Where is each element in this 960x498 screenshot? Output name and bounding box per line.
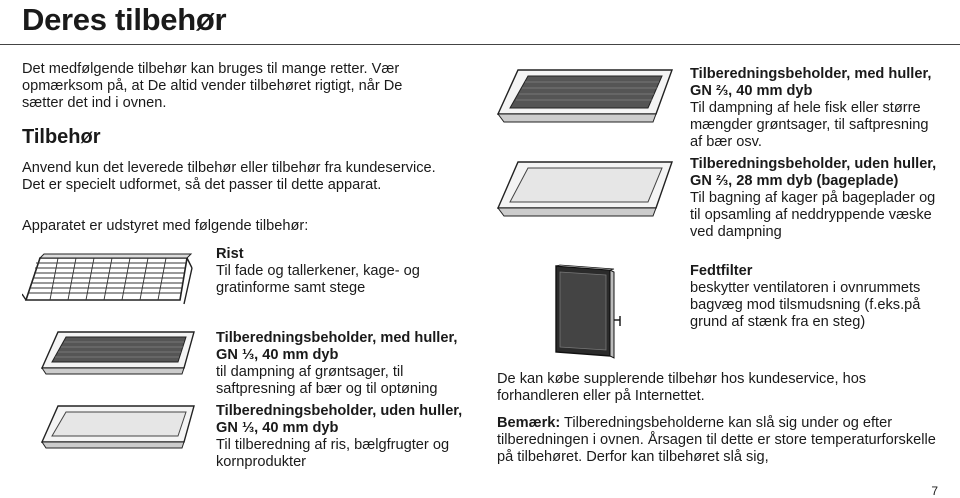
solid-pan-small-illustration — [38, 404, 198, 452]
note-paragraph — [497, 415, 937, 466]
equipment-intro: Apparatet er udstyret med følgende tilbehør: — [22, 218, 309, 234]
rack-illustration — [22, 248, 197, 310]
accessory-description: Til tilberedning af ris, bælgfrugter og kornprodukter — [216, 437, 450, 470]
accessory-description: til dampning af grøntsager, til saftpresning af bær og til optøning — [216, 364, 438, 397]
accessory-description: Til fade og tallerkener, kage- og gratinforme samt stege — [216, 263, 420, 296]
accessory-item-perforated-large — [690, 66, 940, 151]
section-paragraph: Anvend kun det leverede tilbehør eller tilbehør fra kundeservice. Det er specielt udformet, så det passer til dette apparat. — [22, 160, 436, 193]
baking-tray-illustration — [496, 160, 676, 222]
intro-paragraph: Det medfølgende tilbehør kan bruges til mange retter. Vær opmærksom på, at De altid vender tilbehøret rigtigt, når De sætter det ind i ovnen. — [22, 61, 403, 111]
accessory-description: beskytter ventilatoren i ovnrummets bagvæg mod tilsmudsning (f.eks.på grund af stænk fra en steg) — [690, 280, 921, 330]
accessory-item-rack — [216, 246, 461, 297]
accessory-name: Fedtfilter — [690, 263, 753, 279]
accessory-name: Tilberedningsbeholder, uden huller, GN ⅔, 28 mm dyb (bageplade) — [690, 156, 937, 189]
section-heading: Tilbehør — [22, 126, 101, 148]
accessory-item-solid-small — [216, 403, 466, 471]
accessory-name: Tilberedningsbeholder, med huller, GN ⅓, 40 mm dyb — [216, 330, 458, 363]
note-label: Bemærk: — [497, 415, 561, 431]
accessory-item-baking-tray — [690, 156, 940, 241]
perforated-pan-large-illustration — [496, 68, 676, 128]
accessory-item-grease-filter — [690, 263, 940, 331]
accessory-description: Til dampning af hele fisk eller større mængder grøntsager, til saftpresning af bær osv. — [690, 100, 929, 150]
perforated-pan-small-illustration — [38, 330, 198, 378]
accessory-name: Tilberedningsbeholder, med huller, GN ⅔, 40 mm dyb — [690, 66, 932, 99]
supplement-paragraph: De kan købe supplerende tilbehør hos kundeservice, hos forhandleren eller på Internettet. — [497, 371, 867, 404]
note-text: Tilberedningsbeholderne kan slå sig under og efter tilberedningen i ovnen. Årsagen til dette er store temperaturforskelle på tilbehøret. Derfor kan tilbehøret slå sig, — [497, 415, 936, 465]
page-number: 7 — [931, 484, 938, 498]
accessory-name: Rist — [216, 246, 244, 262]
page-title: Deres tilbehør — [22, 2, 227, 37]
grease-filter-illustration — [554, 264, 624, 360]
accessory-item-perforated-small — [216, 330, 466, 398]
accessory-name: Tilberedningsbeholder, uden huller, GN ⅓, 40 mm dyb — [216, 403, 463, 436]
title-rule — [0, 44, 960, 45]
accessory-description: Til bagning af kager på bageplader og til opsamling af neddryppende væske ved dampning — [690, 190, 936, 240]
